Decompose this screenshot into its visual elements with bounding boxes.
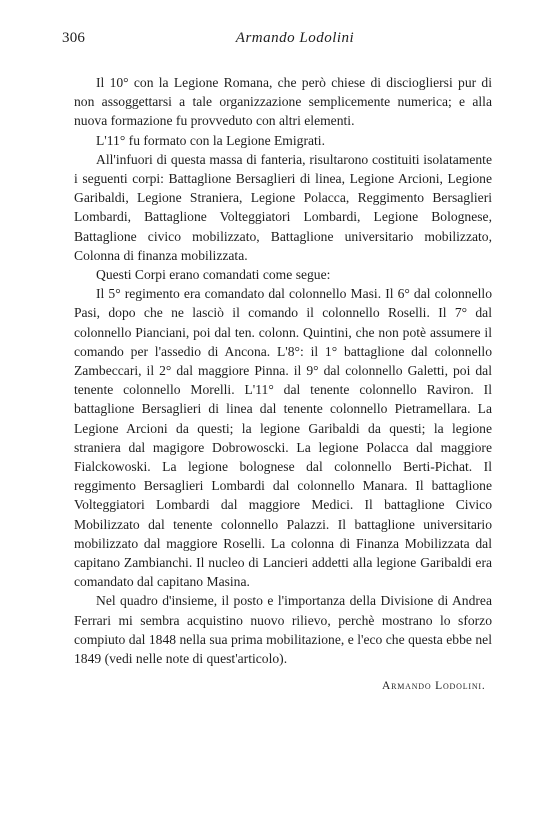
- paragraph: Questi Corpi erano comandati come segue:: [96, 267, 331, 283]
- paragraph: L'11° fu formato con la Legione Emigrati.: [96, 132, 325, 148]
- page-number: 306: [62, 30, 86, 46]
- article-body: [74, 73, 492, 668]
- author-signature: Armando Lodolini.: [382, 680, 486, 692]
- paragraph: Il 10° con la Legione Romana, che però chiese di disciogliersi pur di non assoggettarsi a tale organizzazione semplicemente numerica; e alla nuova formazione fu provveduto con altri elementi.: [74, 75, 492, 129]
- running-head: Armando Lodolini: [235, 30, 355, 46]
- paragraph: Il 5° regimento era comandato dal colonnello Masi. Il 6° dal colonnello Pasi, dopo che ne lasciò il comando il colonnello Roselli. Il 7° dal colonnello Pianciani, poi dal ten. colonn. Quintini, che non potè assumere il comando per l'assedio di Ancona. L'8°: il 1° battaglione dal colonnello Zambeccari, il 2° dal maggiore Pinna. il 9° dal colonnello Galetti, poi dal tenente colonnello Morelli. L'11° dal tenente colonnello Raviron. Il battaglione Bersaglieri di linea dal tenente colonnello Pietramellara. La Legione Arcioni da questi; la legione Garibaldi da questi; la legione straniera dal magigore Dobrowoscki. La legione Polacca dal maggiore Fialckowoski. La legione bolognese dal colonnello Berti-Pichat. Il reggimento Bersaglieri Lombardi dal colonnello Manara. Il battaglione Volteggiatori Lombardi dal maggiore Medici. Il battaglione Civico Mobilizzato dal tenente colonnello Palazzi. Il battaglione universitario mobilizzato dal maggiore Roselli. La colonna di Finanza Mobilizzata dal capitano Zambianchi. Il nucleo di Lancieri addetti alla legione Garibaldi era comandato dal capitano Masina.: [74, 286, 492, 590]
- paragraph: All'infuori di questa massa di fanteria, risultarono costituiti isolatamente i seguenti corpi: Battaglione Bersaglieri di linea, Legione Arcioni, Legione Garibaldi, Legione Straniera, Legione Polacca, Reggimento Bersaglieri Lombardi, Battaglione Volteggiatori Lombardi, Legione Bolognese, Battaglione civico mobilizzato, Battaglione universitario mobilizzato, Colonna di finanza mobilizzata.: [74, 151, 492, 263]
- page-header: [0, 30, 550, 50]
- paragraph: Nel quadro d'insieme, il posto e l'importanza della Divisione di Andrea Ferrari mi sembra acquistino nuovo rilievo, perchè mostrano lo sforzo compiuto dal 1848 nella sua prima mobilitazione, e l'eco che questa ebbe nel 1849 (vedi nelle note di quest'articolo).: [74, 593, 492, 667]
